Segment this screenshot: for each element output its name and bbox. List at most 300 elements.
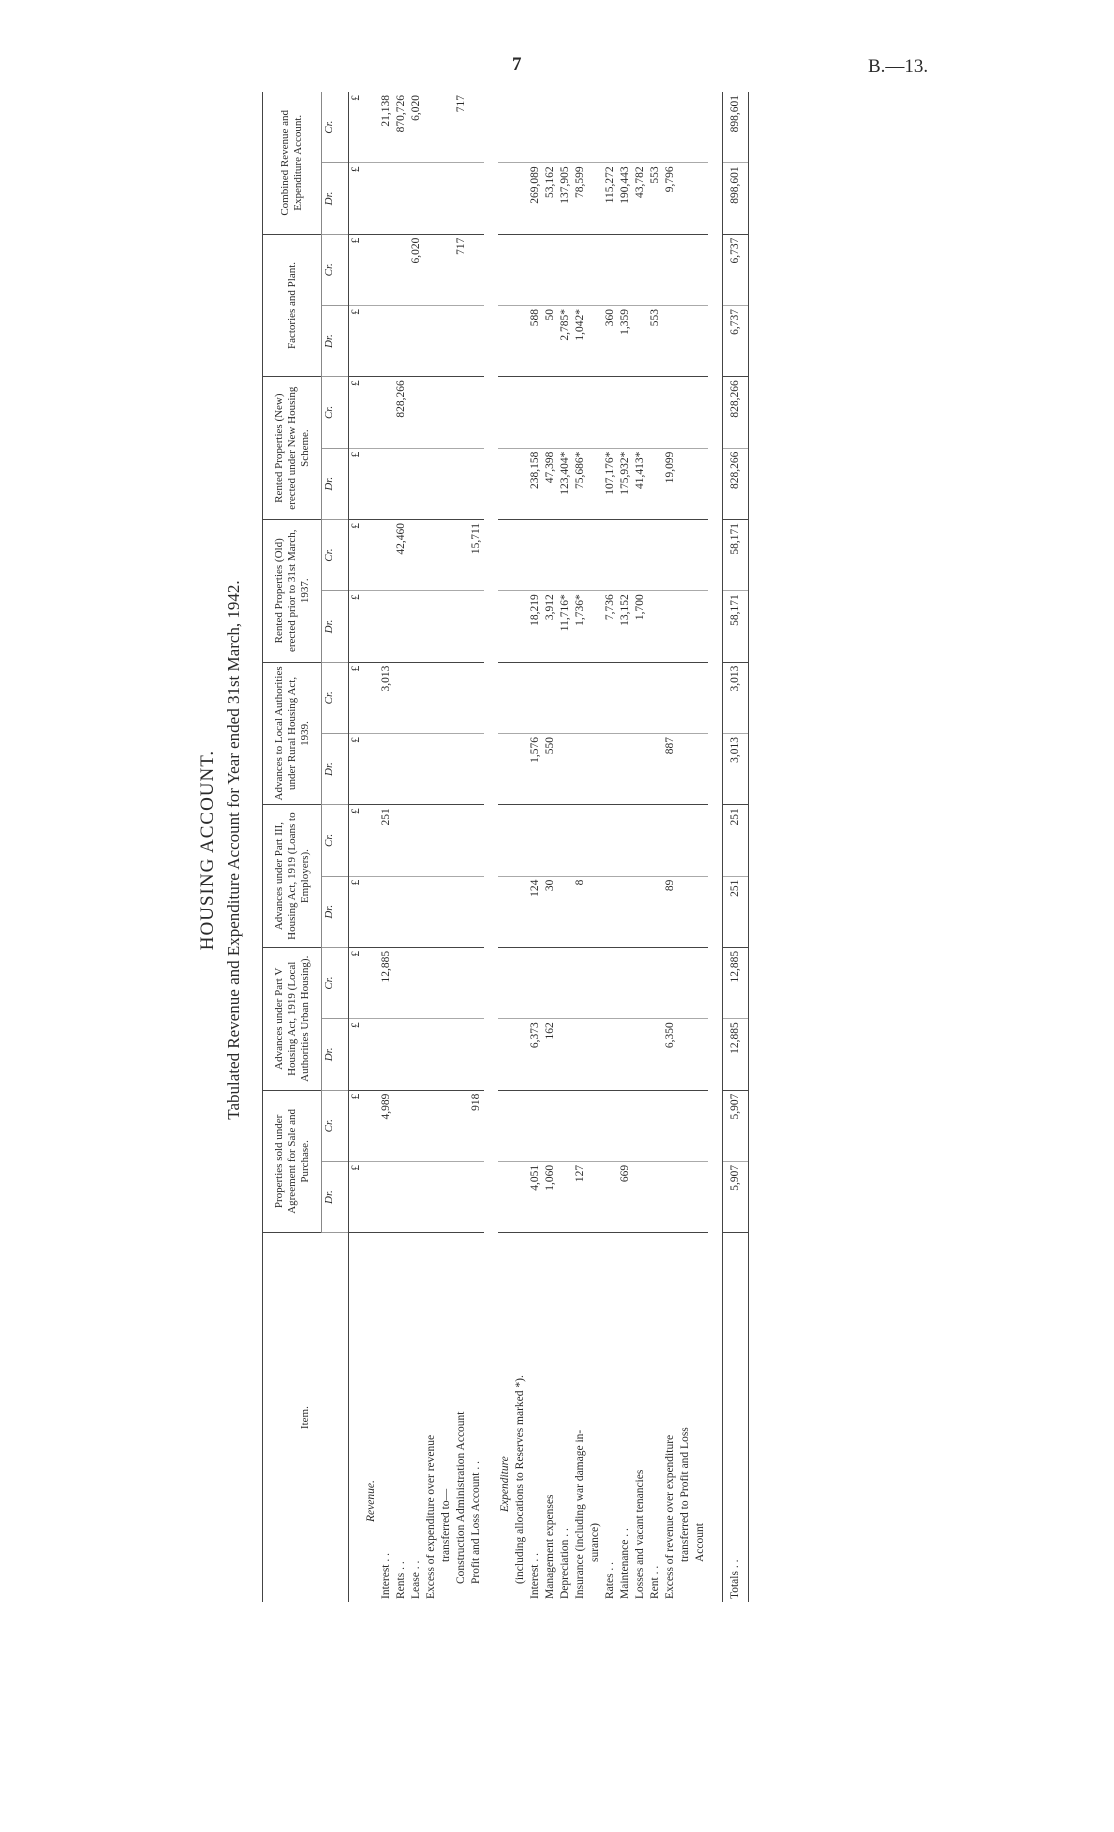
value-cell [528, 947, 543, 1018]
currency-symbol: £ [349, 377, 365, 448]
value-cell [633, 1019, 648, 1090]
value-cell [693, 876, 708, 947]
value-cell [573, 1019, 588, 1090]
value-cell [693, 234, 708, 305]
table-row [454, 92, 469, 1602]
value-cell: 898,601 [723, 163, 749, 234]
value-cell [528, 519, 543, 590]
value-cell [424, 519, 439, 590]
value-cell [633, 1161, 648, 1232]
cr-header: Cr. [322, 805, 349, 876]
dr-header: Dr. [322, 448, 349, 519]
cr-header: Cr. [322, 377, 349, 448]
value-cell [618, 876, 633, 947]
value-cell [588, 591, 603, 662]
value-cell: 19,099 [663, 448, 678, 519]
value-cell [603, 947, 618, 1018]
value-cell [439, 163, 454, 234]
value-cell [558, 662, 573, 733]
empty-cell [364, 1090, 379, 1161]
value-cell: 8 [573, 876, 588, 947]
value-cell [409, 1090, 424, 1161]
value-cell [588, 1161, 603, 1232]
value-cell [663, 947, 678, 1018]
cr-header: Cr. [322, 92, 349, 163]
dr-header: Dr. [322, 1019, 349, 1090]
empty-cell [364, 876, 379, 947]
value-cell [633, 305, 648, 376]
value-cell: 717 [454, 92, 469, 163]
value-cell [663, 662, 678, 733]
value-cell: 127 [573, 1161, 588, 1232]
value-cell: 18,219 [528, 591, 543, 662]
empty-cell [498, 163, 513, 234]
value-cell [588, 1019, 603, 1090]
value-cell [439, 591, 454, 662]
dr-header: Dr. [322, 733, 349, 804]
value-cell [618, 805, 633, 876]
value-cell [394, 1019, 409, 1090]
value-cell: 828,266 [394, 377, 409, 448]
expenditure-note-row [513, 92, 528, 1602]
value-cell [648, 448, 663, 519]
value-cell [558, 876, 573, 947]
value-cell [439, 1019, 454, 1090]
value-cell: 1,042* [573, 305, 588, 376]
value-cell [633, 733, 648, 804]
group-header: Advances under Part III, Housing Act, 1919 (Loans to Employers). [263, 805, 322, 948]
value-cell [648, 519, 663, 590]
value-cell [454, 1161, 469, 1232]
value-cell: 251 [723, 876, 749, 947]
value-cell [394, 876, 409, 947]
housing-account-table [262, 92, 749, 1602]
value-cell [618, 1090, 633, 1161]
group-header: Combined Revenue and Expenditure Account. [263, 92, 322, 234]
value-cell [603, 662, 618, 733]
value-cell [379, 163, 394, 234]
group-header-row [263, 92, 322, 1602]
value-cell [394, 305, 409, 376]
value-cell [618, 377, 633, 448]
value-cell [573, 662, 588, 733]
spacer-cell [484, 92, 498, 1602]
empty-cell [513, 805, 528, 876]
value-cell [454, 1090, 469, 1161]
value-cell: 5,907 [723, 1161, 749, 1232]
empty-cell [513, 377, 528, 448]
table-row [394, 92, 409, 1602]
value-cell [588, 234, 603, 305]
row-label: Totals . . [723, 1233, 749, 1602]
value-cell: 12,885 [723, 1019, 749, 1090]
value-cell [663, 591, 678, 662]
value-cell [693, 163, 708, 234]
empty-cell [498, 591, 513, 662]
table-row [409, 92, 424, 1602]
empty-cell [513, 947, 528, 1018]
empty-cell [498, 92, 513, 163]
value-cell [588, 377, 603, 448]
value-cell [588, 805, 603, 876]
empty-cell [498, 305, 513, 376]
empty-cell [498, 519, 513, 590]
value-cell [693, 305, 708, 376]
value-cell [663, 234, 678, 305]
value-cell [648, 805, 663, 876]
value-cell [573, 733, 588, 804]
value-cell: 1,700 [633, 591, 648, 662]
value-cell [693, 733, 708, 804]
value-cell [678, 448, 693, 519]
value-cell [394, 805, 409, 876]
currency-symbol: £ [349, 448, 365, 519]
table-row [618, 92, 633, 1602]
dr-header: Dr. [322, 591, 349, 662]
rotated-table-page [0, 70, 920, 1630]
value-cell: 58,171 [723, 519, 749, 590]
value-cell [469, 305, 484, 376]
value-cell: 6,737 [723, 305, 749, 376]
currency-symbol: £ [349, 234, 365, 305]
value-cell: 50 [543, 305, 558, 376]
table-body [349, 92, 749, 1602]
value-cell: 553 [648, 163, 663, 234]
empty-cell [513, 1090, 528, 1161]
value-cell: 162 [543, 1019, 558, 1090]
value-cell [588, 305, 603, 376]
value-cell [409, 1019, 424, 1090]
empty-cell [513, 733, 528, 804]
value-cell [573, 234, 588, 305]
group-header: Advances under Part V Housing Act, 1919 (Local Authorities Urban Housing). [263, 947, 322, 1090]
value-cell: 42,460 [394, 519, 409, 590]
table-row [663, 92, 678, 1602]
value-cell [543, 234, 558, 305]
value-cell [454, 163, 469, 234]
value-cell [573, 1090, 588, 1161]
cr-header: Cr. [322, 519, 349, 590]
value-cell [588, 662, 603, 733]
value-cell [633, 1090, 648, 1161]
value-cell [648, 662, 663, 733]
value-cell [424, 1090, 439, 1161]
cr-header: Cr. [322, 662, 349, 733]
value-cell [424, 733, 439, 804]
value-cell [379, 234, 394, 305]
value-cell [588, 519, 603, 590]
value-cell [409, 377, 424, 448]
value-cell [379, 305, 394, 376]
value-cell [439, 876, 454, 947]
currency-symbol: £ [349, 947, 365, 1018]
row-label: Maintenance . . [619, 1528, 631, 1599]
table-row [469, 92, 484, 1602]
value-cell [588, 448, 603, 519]
currency-symbol: £ [349, 662, 365, 733]
value-cell [603, 92, 618, 163]
value-cell [439, 947, 454, 1018]
value-cell [633, 805, 648, 876]
table-row [528, 92, 543, 1602]
value-cell [693, 92, 708, 163]
value-cell [558, 733, 573, 804]
value-cell: 6,737 [723, 234, 749, 305]
value-cell: 6,373 [528, 1019, 543, 1090]
empty-cell [498, 1161, 513, 1232]
value-cell [678, 92, 693, 163]
value-cell [663, 519, 678, 590]
value-cell [618, 519, 633, 590]
value-cell: 828,266 [723, 448, 749, 519]
value-cell: 30 [543, 876, 558, 947]
value-cell [618, 947, 633, 1018]
value-cell [528, 805, 543, 876]
value-cell [678, 805, 693, 876]
value-cell [439, 234, 454, 305]
row-label: Profit and Loss Account . . [470, 1461, 482, 1584]
value-cell: 588 [528, 305, 543, 376]
value-cell: 553 [648, 305, 663, 376]
value-cell [648, 92, 663, 163]
empty-cell [364, 377, 379, 448]
table-row [603, 92, 618, 1602]
table-row [379, 92, 394, 1602]
value-cell [409, 733, 424, 804]
value-cell [543, 662, 558, 733]
value-cell: 47,398 [543, 448, 558, 519]
cr-header: Cr. [322, 947, 349, 1018]
value-cell [633, 947, 648, 1018]
value-cell [693, 591, 708, 662]
value-cell [424, 377, 439, 448]
group-header: Rented Properties (Old) erected prior to 31st March, 1937. [263, 519, 322, 662]
expenditure-note: (including allocations to Reserves marked *). [514, 1375, 526, 1584]
value-cell [663, 1161, 678, 1232]
value-cell: 887 [663, 733, 678, 804]
row-label: Interest . . [529, 1553, 541, 1599]
value-cell: 669 [618, 1161, 633, 1232]
value-cell: 360 [603, 305, 618, 376]
value-cell [573, 377, 588, 448]
value-cell [588, 733, 603, 804]
value-cell [693, 662, 708, 733]
currency-symbol: £ [349, 591, 365, 662]
value-cell [558, 92, 573, 163]
value-cell: 53,162 [543, 163, 558, 234]
value-cell: 918 [469, 1090, 484, 1161]
value-cell: 41,413* [633, 448, 648, 519]
value-cell [424, 805, 439, 876]
value-cell: 4,051 [528, 1161, 543, 1232]
currency-row [349, 92, 365, 1602]
value-cell: 124 [528, 876, 543, 947]
value-cell [543, 1090, 558, 1161]
group-header: Factories and Plant. [263, 234, 322, 377]
page-title: HOUSING ACCOUNT. [197, 749, 218, 951]
value-cell [618, 733, 633, 804]
table-row [633, 92, 648, 1602]
value-cell [409, 591, 424, 662]
empty-cell [498, 947, 513, 1018]
table-row [543, 92, 558, 1602]
value-cell [648, 234, 663, 305]
empty-cell [364, 448, 379, 519]
value-cell [528, 662, 543, 733]
value-cell [663, 92, 678, 163]
value-cell: 12,885 [379, 947, 394, 1018]
value-cell [469, 662, 484, 733]
value-cell [528, 92, 543, 163]
value-cell [678, 377, 693, 448]
row-label: Rent . . [649, 1565, 661, 1599]
value-cell [409, 448, 424, 519]
value-cell [558, 1090, 573, 1161]
value-cell [409, 947, 424, 1018]
value-cell [409, 805, 424, 876]
value-cell [439, 805, 454, 876]
value-cell: 58,171 [723, 591, 749, 662]
value-cell [693, 1090, 708, 1161]
currency-symbol: £ [349, 1019, 365, 1090]
value-cell [379, 519, 394, 590]
value-cell [454, 1019, 469, 1090]
value-cell [394, 163, 409, 234]
value-cell [543, 92, 558, 163]
empty-cell [498, 662, 513, 733]
value-cell [678, 733, 693, 804]
value-cell [469, 1019, 484, 1090]
row-label: transferred to— [440, 1488, 452, 1562]
value-cell [469, 876, 484, 947]
value-cell [588, 1090, 603, 1161]
currency-symbol: £ [349, 519, 365, 590]
value-cell [633, 234, 648, 305]
empty-cell [498, 1090, 513, 1161]
table-row [558, 92, 573, 1602]
value-cell [394, 1090, 409, 1161]
value-cell [543, 519, 558, 590]
value-cell: 870,726 [394, 92, 409, 163]
value-cell [678, 1019, 693, 1090]
row-label: Account [694, 1523, 706, 1562]
value-cell: 7,736 [603, 591, 618, 662]
row-label: Rates . . [604, 1561, 616, 1599]
value-cell: 1,576 [528, 733, 543, 804]
value-cell [693, 519, 708, 590]
empty-cell [513, 448, 528, 519]
value-cell [454, 876, 469, 947]
document-reference: B.—13. [868, 56, 929, 77]
value-cell [603, 733, 618, 804]
empty-cell [364, 805, 379, 876]
value-cell [409, 305, 424, 376]
item-header: Item. [263, 1233, 349, 1602]
value-cell [469, 92, 484, 163]
value-cell [469, 733, 484, 804]
value-cell [678, 1090, 693, 1161]
value-cell [424, 876, 439, 947]
value-cell [543, 805, 558, 876]
value-cell [558, 519, 573, 590]
value-cell [379, 733, 394, 804]
value-cell [439, 448, 454, 519]
value-cell [573, 92, 588, 163]
value-cell [528, 377, 543, 448]
currency-symbol: £ [349, 1161, 365, 1232]
value-cell [409, 519, 424, 590]
value-cell: 6,020 [409, 92, 424, 163]
currency-symbol: £ [349, 92, 365, 163]
empty-cell [498, 1019, 513, 1090]
value-cell: 1,359 [618, 305, 633, 376]
value-cell: 13,152 [618, 591, 633, 662]
value-cell [573, 947, 588, 1018]
value-cell [424, 947, 439, 1018]
value-cell [618, 1019, 633, 1090]
value-cell [663, 805, 678, 876]
value-cell [603, 234, 618, 305]
value-cell [603, 876, 618, 947]
value-cell: 6,020 [409, 234, 424, 305]
value-cell [648, 377, 663, 448]
empty-cell [364, 1019, 379, 1090]
currency-symbol: £ [349, 305, 365, 376]
value-cell [439, 1161, 454, 1232]
cr-header: Cr. [322, 234, 349, 305]
value-cell [394, 947, 409, 1018]
row-label: Losses and vacant tenancies [634, 1469, 646, 1599]
value-cell [394, 234, 409, 305]
value-cell [633, 876, 648, 947]
value-cell [454, 662, 469, 733]
value-cell: 115,272 [603, 163, 618, 234]
value-cell [469, 448, 484, 519]
value-cell [678, 305, 693, 376]
currency-symbol: £ [349, 163, 365, 234]
expenditure-heading-row [498, 92, 513, 1602]
value-cell [424, 92, 439, 163]
value-cell: 12,885 [723, 947, 749, 1018]
value-cell [618, 234, 633, 305]
value-cell [648, 876, 663, 947]
value-cell [693, 947, 708, 1018]
empty-cell [364, 92, 379, 163]
value-cell [379, 1161, 394, 1232]
row-label: Management expenses [544, 1494, 556, 1599]
value-cell [693, 1019, 708, 1090]
empty-cell [498, 448, 513, 519]
currency-symbol: £ [349, 733, 365, 804]
value-cell [678, 234, 693, 305]
value-cell [379, 591, 394, 662]
dr-header: Dr. [322, 876, 349, 947]
value-cell: 75,686* [573, 448, 588, 519]
empty-cell [513, 591, 528, 662]
value-cell [394, 733, 409, 804]
empty-cell [364, 662, 379, 733]
value-cell [648, 733, 663, 804]
value-cell [424, 234, 439, 305]
table-row [588, 92, 603, 1602]
value-cell: 5,907 [723, 1090, 749, 1161]
value-cell [379, 377, 394, 448]
value-cell [603, 377, 618, 448]
empty-cell [498, 234, 513, 305]
table-row [648, 92, 663, 1602]
empty-cell [364, 947, 379, 1018]
value-cell [558, 234, 573, 305]
